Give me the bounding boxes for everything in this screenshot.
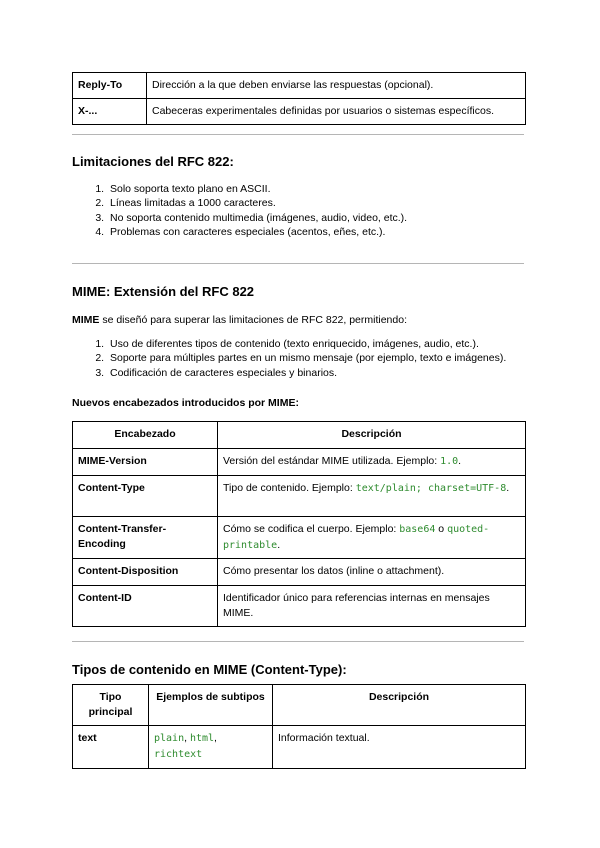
table-header-row	[73, 685, 526, 726]
code-example: text/plain; charset=UTF-8	[355, 483, 507, 494]
separator-text: ,	[214, 732, 217, 745]
list-item: 2. Líneas limitadas a 1000 caracteres.	[107, 196, 407, 210]
table-header-row	[73, 422, 526, 449]
list-item: 1. Solo soporta texto plano en ASCII.	[107, 182, 407, 196]
header-description-cell: Cabeceras experimentales definidas por usuarios o sistemas específicos.	[147, 99, 526, 125]
list-item: 2. Soporte para múltiples partes en un mismo mensaje (por ejemplo, texto e imágenes).	[107, 351, 506, 365]
code-example: 1.0	[440, 456, 459, 467]
list-item: 4. Problemas con caracteres especiales (acentos, eñes, etc.).	[107, 225, 407, 239]
table-row	[73, 99, 526, 125]
list-item: 3. Codificación de caracteres especiales y binarios.	[107, 366, 506, 380]
header-description-cell	[218, 476, 526, 517]
mime-intro-text: se diseñó para superar las limitaciones de RFC 822, permitiendo:	[99, 314, 407, 326]
table-row	[73, 517, 526, 559]
header-name-cell: Content-Disposition	[73, 559, 218, 586]
description-text: Cómo se codifica el cuerpo. Ejemplo:	[223, 523, 400, 535]
table-row	[73, 559, 526, 586]
header-description-cell	[218, 449, 526, 476]
mime-headers-subheading: Nuevos encabezados introducidos por MIME:	[72, 397, 299, 409]
description-text: Tipo de contenido. Ejemplo:	[223, 482, 356, 494]
header-name-cell: Content-Transfer-Encoding	[73, 517, 218, 559]
column-header: Descripción	[273, 685, 526, 726]
content-type-cell: text	[73, 726, 149, 769]
header-name-cell: X-...	[73, 99, 147, 125]
description-text: .	[458, 455, 462, 467]
content-types-table	[72, 684, 526, 769]
mime-intro-bold: MIME	[72, 314, 100, 326]
mime-heading: MIME: Extensión del RFC 822	[72, 284, 255, 299]
header-name-cell: MIME-Version	[73, 449, 218, 476]
section-divider	[72, 641, 524, 642]
column-header: Tipo principal	[73, 685, 149, 726]
content-types-heading: Tipos de contenido en MIME (Content-Type):	[72, 662, 347, 677]
table-row	[73, 586, 526, 627]
table-row	[73, 476, 526, 517]
description-text: o	[435, 523, 448, 535]
rfc822-limits-heading: Limitaciones del RFC 822:	[72, 154, 234, 169]
code-example: base64	[399, 524, 436, 535]
table-row	[73, 449, 526, 476]
column-header: Ejemplos de subtipos	[149, 685, 273, 726]
table-row	[73, 73, 526, 99]
header-name-cell: Reply-To	[73, 73, 147, 99]
separator-text: ,	[184, 732, 190, 745]
section-divider	[72, 134, 524, 135]
list-item: 1. Uso de diferentes tipos de contenido (texto enriquecido, imágenes, audio, etc.).	[107, 337, 506, 351]
rfc822-limits-list	[72, 182, 407, 240]
top-header-table	[72, 72, 526, 125]
header-name-cell: Content-ID	[73, 586, 218, 627]
mime-intro	[72, 314, 407, 326]
description-text: .	[277, 538, 281, 551]
mime-headers-table	[72, 421, 526, 627]
header-description-cell	[218, 517, 526, 559]
code-example: richtext	[154, 748, 203, 760]
code-example: plain	[154, 733, 185, 745]
header-description-cell: Dirección a la que deben enviarse las respuestas (opcional).	[147, 73, 526, 99]
subtype-examples-cell	[149, 726, 273, 769]
section-divider	[72, 263, 524, 264]
list-item: 3. No soporta contenido multimedia (imágenes, audio, video, etc.).	[107, 211, 407, 225]
column-header: Descripción	[218, 422, 526, 449]
mime-features-list	[72, 337, 506, 380]
column-header: Encabezado	[73, 422, 218, 449]
description-text: Versión del estándar MIME utilizada. Ejemplo:	[223, 455, 441, 467]
table-row	[73, 726, 526, 769]
code-example: quoted-printable	[223, 524, 490, 551]
content-type-description-cell: Información textual.	[273, 726, 526, 769]
header-name-cell: Content-Type	[73, 476, 218, 517]
description-text: .	[506, 482, 510, 494]
code-example: html	[189, 733, 215, 745]
header-description-cell: Cómo presentar los datos (inline o attachment).	[218, 559, 526, 586]
header-description-cell: Identificador único para referencias internas en mensajes MIME.	[218, 586, 526, 627]
